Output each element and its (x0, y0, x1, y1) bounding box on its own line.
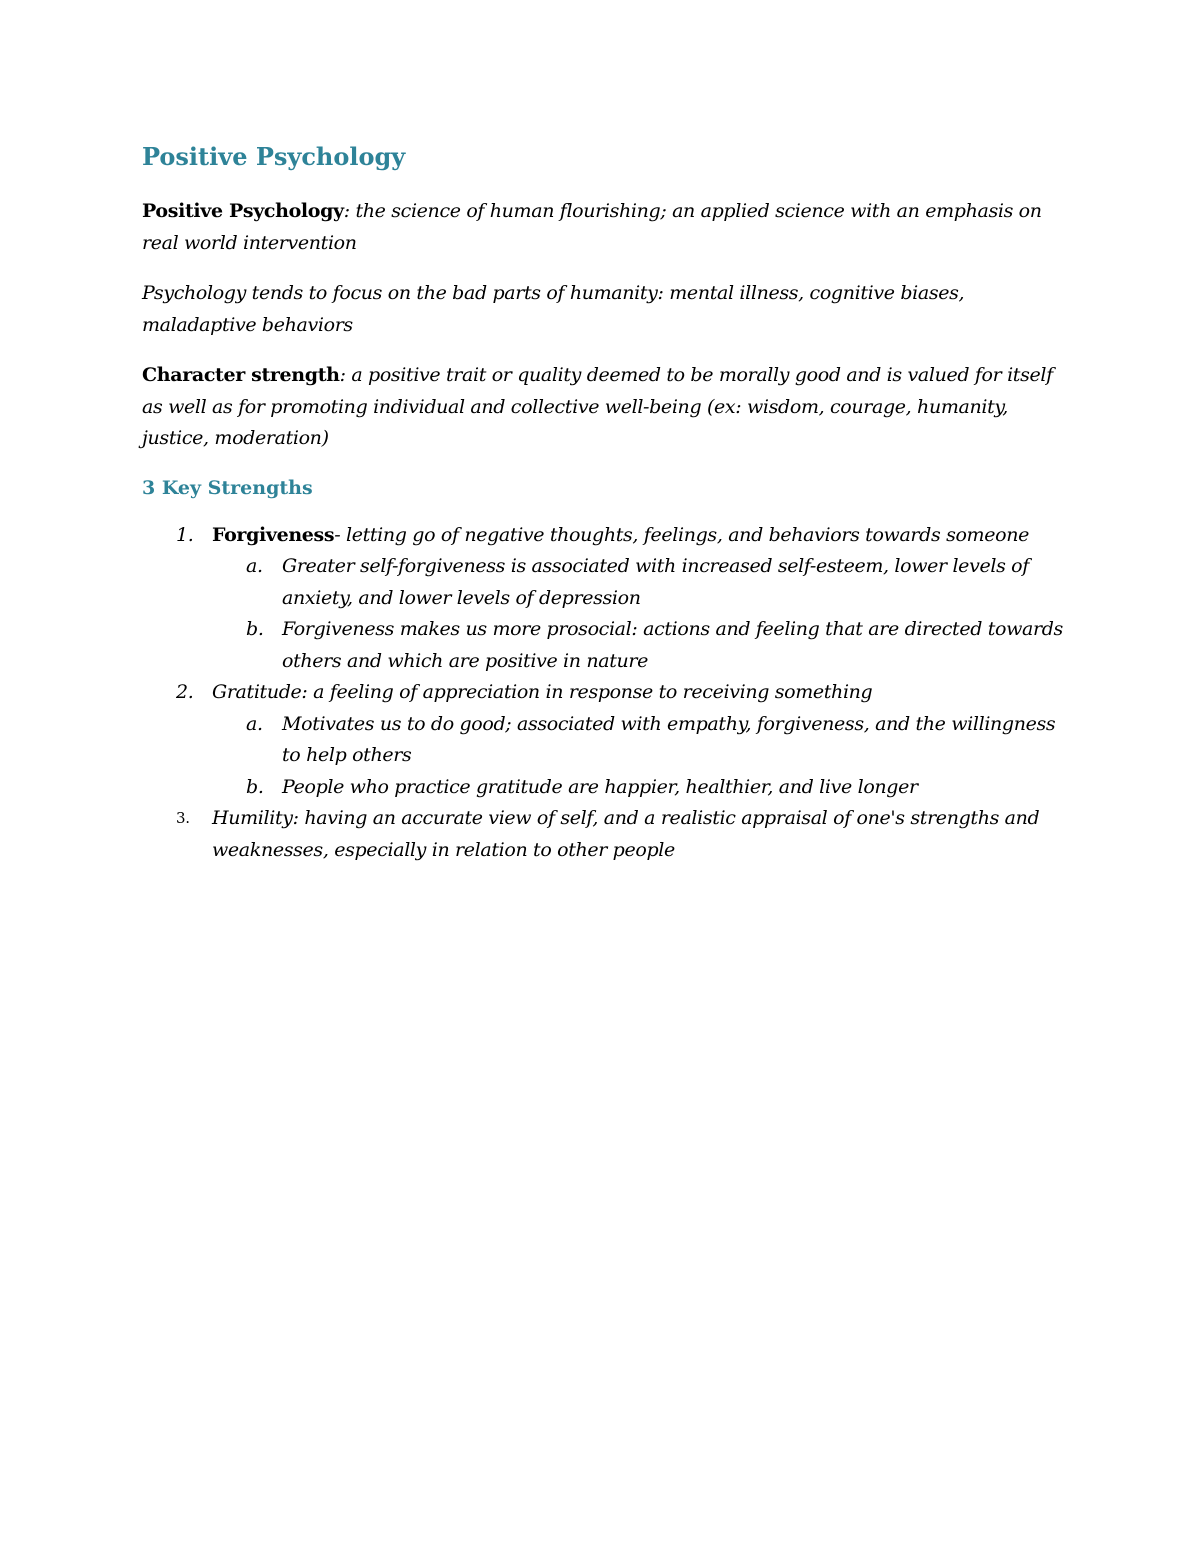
sublist-letter: a. (246, 712, 263, 735)
list-item-gratitude (142, 677, 1072, 803)
sublist-text: Greater self-forgiveness is associated with increased self-esteem, lower levels of anxiety, and lower levels of depression (282, 555, 1029, 609)
list-item-text: Gratitude: a feeling of appreciation in response to receiving something (212, 681, 873, 703)
definition-positive-psychology (142, 196, 1072, 259)
sublist-item (212, 709, 1072, 772)
list-number: 2. (176, 681, 194, 703)
sublist (212, 551, 1072, 677)
list-item-term: Forgiveness (212, 523, 335, 546)
note-paragraph: Psychology tends to focus on the bad parts of humanity: mental illness, cognitive biases, maladaptive behaviors (142, 282, 965, 336)
sublist-text: Motivates us to do good; associated with empathy, forgiveness, and the willingness to help others (282, 712, 1056, 766)
definition-text: : a positive trait or quality deemed to be morally good and is valued for itself as well as for promoting individual and collective well-being (ex: wisdom, courage, humanity, justice, moderation) (142, 364, 1053, 449)
document-content (142, 140, 1072, 866)
list-item-text: - letting go of negative thoughts, feelings, and behaviors towards someone (334, 523, 1029, 546)
definition-term: Positive Psychology (142, 200, 344, 222)
section-heading: 3 Key Strengths (142, 476, 313, 499)
definition-text: : the science of human flourishing; an applied science with an emphasis on real world intervention (142, 200, 1042, 254)
strengths-list (142, 520, 1072, 867)
definition-term: Character strength (142, 364, 340, 386)
list-item-forgiveness (142, 520, 1072, 678)
sublist-letter: b. (246, 618, 264, 640)
sublist-item (212, 772, 1072, 804)
sublist-letter: a. (246, 555, 263, 577)
definition-character-strength (142, 360, 1072, 455)
sublist-text: Forgiveness makes us more prosocial: actions and feeling that are directed towards others and which are positive in nature (282, 618, 1063, 672)
sublist (212, 709, 1072, 804)
sublist-letter: b. (246, 775, 264, 798)
sublist-item (212, 614, 1072, 677)
sublist-item (212, 551, 1072, 614)
list-item-humility (142, 803, 1072, 866)
page-title: Positive Psychology (142, 142, 406, 171)
list-number: 1. (176, 523, 194, 546)
list-item-text: Humility: having an accurate view of self, and a realistic appraisal of one's strengths and weaknesses, especially in relation to other people (212, 807, 1040, 861)
list-number: 3. (176, 809, 190, 827)
sublist-text: People who practice gratitude are happier, healthier, and live longer (282, 775, 918, 798)
